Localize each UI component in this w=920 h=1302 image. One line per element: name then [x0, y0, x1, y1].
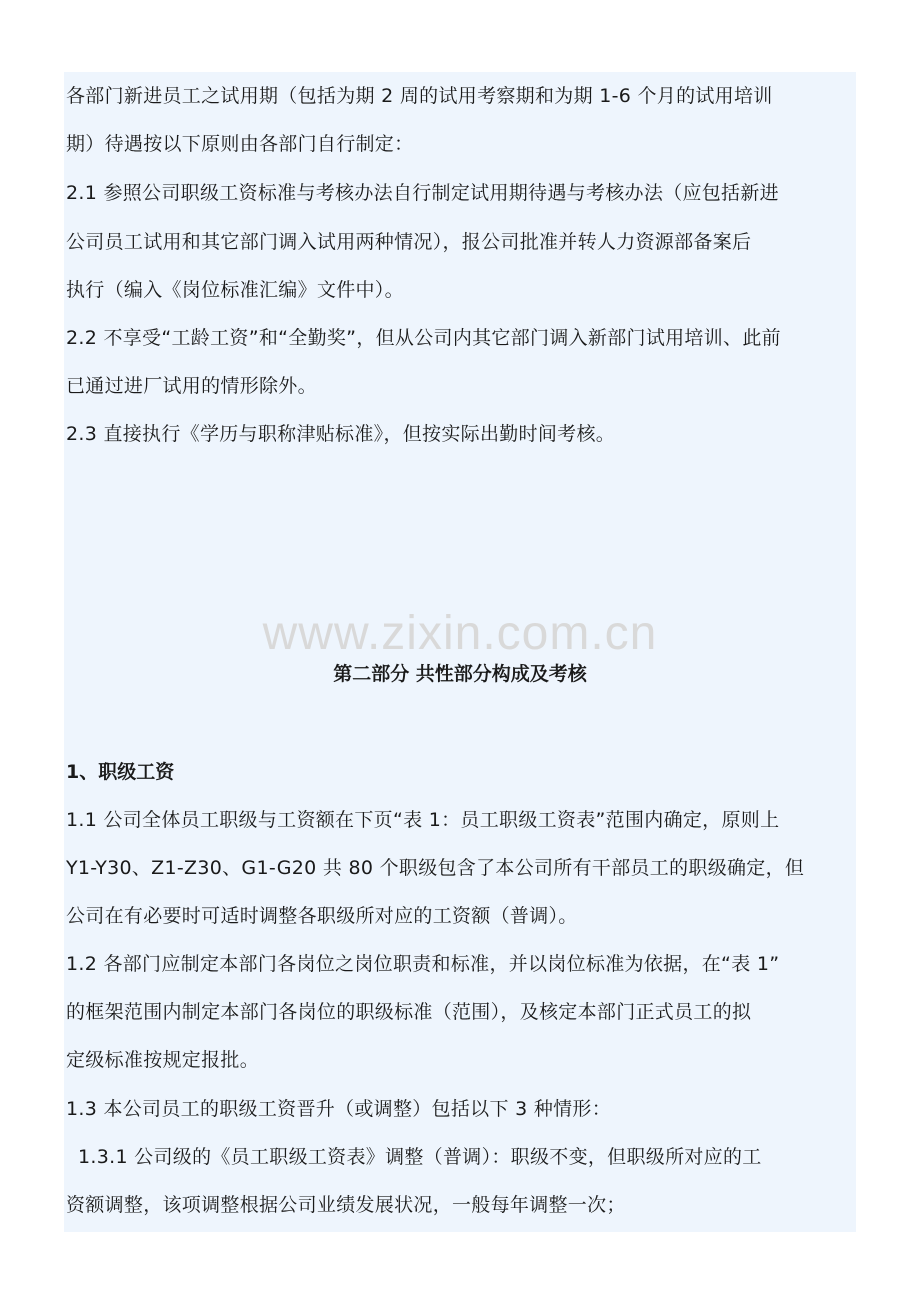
intro-line-2: 期）待遇按以下原则由各部门自行制定：	[66, 133, 414, 155]
item-2-1-line-1: 2.1 参照公司职级工资标准与考核办法自行制定试用期待遇与考核办法（应包括新进	[66, 182, 779, 204]
item-2-1-line-3: 执行（编入《岗位标准汇编》文件中）。	[66, 279, 404, 301]
intro-line-1: 各部门新进员工之试用期（包括为期 2 周的试用考察期和为期 1-6 个月的试用培训	[66, 85, 773, 107]
item-1-2-line-3: 定级标准按规定报批。	[66, 1049, 260, 1071]
item-1-2-line-1: 1.2 各部门应制定本部门各岗位之岗位职责和标准，并以岗位标准为依据，在“表 1”	[66, 953, 780, 975]
item-1-3-1-line-1: 1.3.1 公司级的《员工职级工资表》调整（普调）：职级不变，但职级所对应的工	[78, 1146, 762, 1168]
section-title: 1、职级工资	[66, 761, 175, 783]
item-1-1-line-1: 1.1 公司全体员工职级与工资额在下页“表 1：员工职级工资表”范围内确定，原则上	[66, 809, 780, 831]
part-title: 第二部分 共性部分构成及考核	[333, 663, 587, 685]
item-2-2-line-2: 已通过进厂试用的情形除外。	[66, 375, 317, 397]
item-1-1-line-2: Y1-Y30、Z1-Z30、G1-G20 共 80 个职级包含了本公司所有干部员工的职级确定，但	[66, 857, 805, 879]
item-2-1-line-2: 公司员工试用和其它部门调入试用两种情况），报公司批准并转人力资源部备案后	[66, 231, 752, 253]
item-2-3-line-1: 2.3 直接执行《学历与职称津贴标准》，但按实际出勤时间考核。	[66, 423, 616, 445]
item-2-2-line-1: 2.2 不享受“工龄工资”和“全勤奖”，但从公司内其它部门调入新部门试用培训、此前	[66, 327, 781, 349]
item-1-3-1-line-2: 资额调整，该项调整根据公司业绩发展状况，一般每年调整一次；	[66, 1194, 626, 1216]
item-1-3-line-1: 1.3 本公司员工的职级工资晋升（或调整）包括以下 3 种情形：	[66, 1098, 612, 1120]
item-1-2-line-2: 的框架范围内制定本部门各岗位的职级标准（范围），及核定本部门正式员工的拟	[66, 1001, 752, 1023]
item-1-1-line-3: 公司在有必要时可适时调整各职级所对应的工资额（普调）。	[66, 905, 578, 927]
watermark: www.zixin.com.cn	[262, 607, 658, 660]
